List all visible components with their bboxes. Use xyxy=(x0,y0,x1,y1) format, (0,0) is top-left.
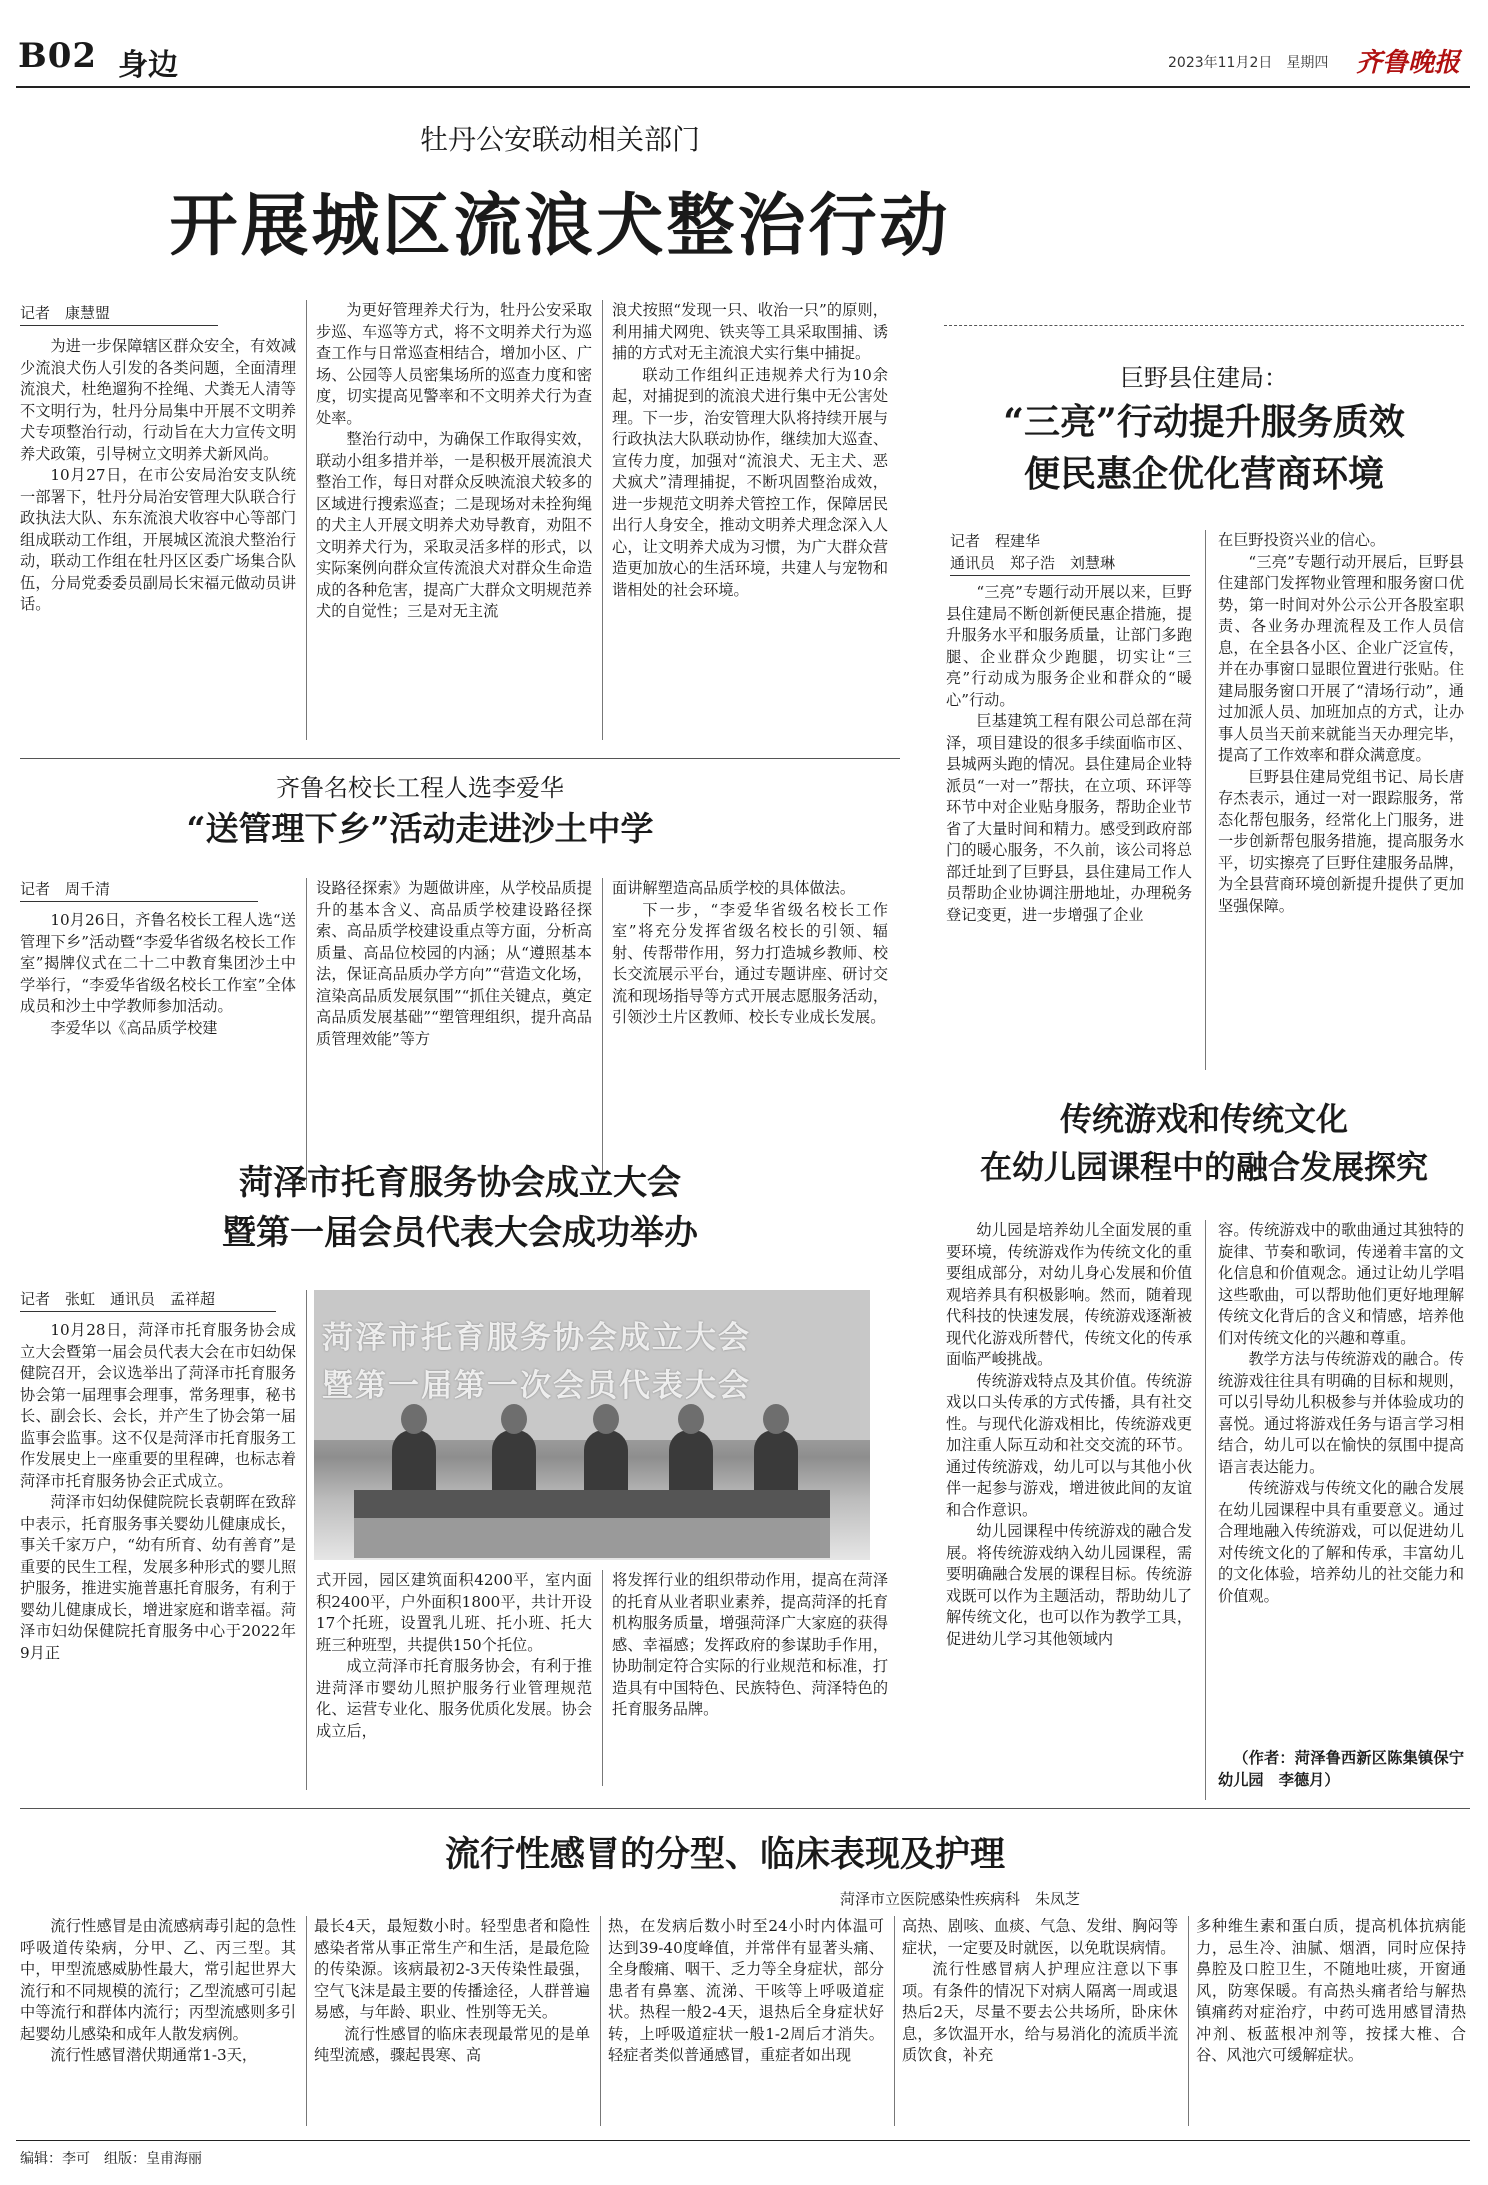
article1-title: 开展城区流浪犬整治行动 xyxy=(169,187,951,266)
column-divider xyxy=(1205,1220,1206,1800)
paragraph: 巨基建筑工程有限公司总部在菏泽，项目建设的很多手续面临市区、县城两头跑的情况。县住建局企业特派员“一对一”帮扶，在立项、环评等环节中对企业贴身服务，帮助企业节省了大量时间和精力。感受到政府部门的暖心服务，不久前，该公司将总部迁址到了巨野县，县住建局工作人员帮助企业协调注册地址，办理税务登记变更，进一步增强了企业 xyxy=(946,712,1192,924)
paragraph: 浪犬按照“发现一只、收治一只”的原则，利用捕犬网兜、铁夹等工具采取围捕、诱捕的方式对无主流浪犬实行集中捕捉。 xyxy=(612,301,888,362)
article4-col1 xyxy=(20,1320,296,1784)
paragraph: 流行性感冒的临床表现最常见的是单纯型流感，骤起畏寒、高 xyxy=(314,2024,590,2064)
photo-banner-line1: 菏泽市托育服务协会成立大会 xyxy=(322,1320,751,1356)
article5-col1 xyxy=(946,1220,1192,1800)
paragraph: 幼儿园课程中传统游戏的融合发展。将传统游戏纳入幼儿园课程，需要明确融合发展的课程目标。传统游戏既可以作为主题活动，帮助幼儿了解传统文化，也可以作为教学工具，促进幼儿学习其他领域内 xyxy=(946,1522,1192,1648)
issue-date: 2023年11月2日 星期四 xyxy=(1168,55,1329,71)
article6-col5 xyxy=(1196,1916,1466,2134)
paragraph: 为更好管理养犬行为，牡丹公安采取步巡、车巡等方式，将不文明养犬行为巡查工作与日常巡查相结合，增加小区、广场、公园等人员密集场所的巡查力度和密度，切实提高见警率和不文明养犬行为查处率。 xyxy=(316,301,592,427)
paragraph: 最长4天，最短数小时。轻型患者和隐性感染者常从事正常生产和生活，是最危险的传染源。该病最初2-3天传染性最强，空气飞沫是最主要的传播途径，人群普遍易感，与年龄、职业、性别等无关。 xyxy=(314,1917,590,2021)
photo-banner-line2: 暨第一届第一次会员代表大会 xyxy=(322,1368,751,1404)
article5-title-line1: 传统游戏和传统文化 xyxy=(1059,1100,1348,1138)
article2-byline-reporter: 记者 程建华 xyxy=(950,532,1041,550)
paragraph: 在巨野投资兴业的信心。 xyxy=(1218,531,1386,549)
article6-col2 xyxy=(314,1916,590,2134)
article5-author: （作者：菏泽鲁西新区陈集镇保宁幼儿园 李德月） xyxy=(1218,1749,1464,1789)
paragraph: 10月28日，菏泽市托育服务协会成立大会暨第一届会员代表大会在市妇幼保健院召开，会议选举出了菏泽市托育服务协会第一届理事会理事，常务理事，秘书长、副会长、会长，并产生了协会第一届监事会监事。这不仅是菏泽市托育服务工作发展史上一座重要的里程碑，也标志着菏泽市托育服务协会正式成立。 xyxy=(20,1321,296,1490)
article2-byline-correspondents: 通讯员 郑子浩 刘慧琳 xyxy=(950,552,1190,576)
footer-rule xyxy=(16,2140,1470,2141)
paragraph: 为进一步保障辖区群众安全，有效减少流浪犬伤人引发的各类问题，全面清理流浪犬，杜绝遛狗不拴绳、犬粪无人清等不文明行为，牡丹分局集中开展不文明养犬专项整治行动，行动旨在大力宣传文明养犬政策，引导树立文明养犬新风尚。 xyxy=(20,337,296,463)
article4-title-line1: 菏泽市托育服务协会成立大会 xyxy=(239,1163,681,1203)
article2-col1 xyxy=(946,582,1192,1082)
article1-col3 xyxy=(612,300,888,740)
paragraph: 流行性感冒是由流感病毒引起的急性呼吸道传染病，分甲、乙、丙三型。其中，甲型流感威胁性最大，常引起世界大流行和不同规模的流行；乙型流感可引起中等流行和群体内流行；丙型流感则多引起婴幼儿感染和成年人散发病例。 xyxy=(20,1917,296,2043)
paragraph: 流行性感冒病人护理应注意以下事项。有条件的情况下对病人隔离一周或退热后2天，尽量不要去公共场所，卧床休息，多饮温开水，给与易消化的流质半流质饮食，补充 xyxy=(902,1960,1178,2064)
column-divider xyxy=(1188,1916,1189,2126)
header-rule xyxy=(16,86,1470,88)
article3-col1 xyxy=(20,910,296,1196)
paragraph: 将发挥行业的组织带动作用，提高在菏泽的托育从业者职业素养，提高菏泽的托育机构服务质量，增强菏泽广大家庭的获得感、幸福感；发挥政府的参谋助手作用，协助制定符合实际的行业规范和标准，打造具有中国特色、民族特色、菏泽特色的托育服务品牌。 xyxy=(612,1571,888,1718)
article4-title-line2: 暨第一届会员代表大会成功举办 xyxy=(222,1213,698,1253)
paragraph: 整治行动中，为确保工作取得实效，联动小组多措并举，一是积极开展流浪犬整治工作，每日对群众反映流浪犬较多的区域进行搜索巡查；二是现场对未拴狗绳的犬主人开展文明养犬劝导教育，劝阻不文明养犬行为，采取灵活多样的形式，以实际案例向群众宣传流浪犬对群众生命造成的各种危害，提高广大群众文明规范养犬的自觉性；三是对无主流 xyxy=(316,430,592,620)
article6-col3 xyxy=(608,1916,884,2134)
paragraph: 传统游戏与传统文化的融合发展在幼儿园课程中具有重要意义。通过合理地融入传统游戏，可以促进幼儿对传统文化的了解和传承，丰富幼儿的文化体验，培养幼儿的社交能力和价值观。 xyxy=(1218,1479,1464,1605)
article6-top-rule xyxy=(20,1808,1470,1809)
article6-col1 xyxy=(20,1916,296,2134)
column-divider xyxy=(306,878,307,1188)
article3-col3 xyxy=(612,878,888,1188)
newspaper-logo: 齐鲁晚报 xyxy=(1356,48,1461,78)
section-name: 身边 xyxy=(118,48,178,83)
paragraph: 成立菏泽市托育服务协会，有利于推进菏泽市婴幼儿照护服务行业管理规范化、运营专业化、服务优质化发展。协会成立后， xyxy=(316,1657,592,1740)
paragraph: 传统游戏特点及其价值。传统游戏以口头传承的方式传播，具有社交性。与现代化游戏相比，传统游戏更加注重人际互动和社交交流的环节。通过传统游戏，幼儿可以与其他小伙伴一起参与游戏，增进彼此间的友谊和合作意识。 xyxy=(946,1371,1192,1519)
column-divider xyxy=(600,1916,601,2126)
article3-kicker: 齐鲁名校长工程人选李爱华 xyxy=(276,774,564,802)
paragraph: 10月27日，在市公安局治安支队统一部署下，牡丹分局治安管理大队联合行政执法大队、东东流浪犬收容中心等部门组成联动工作组，开展城区流浪犬整治行动，联动工作组在牡丹区区委广场集合队伍，分局党委委员副局长宋福元做动员讲话。 xyxy=(20,466,296,613)
column-divider xyxy=(894,1916,895,2126)
page-number: B02 xyxy=(18,36,98,76)
column-divider xyxy=(1205,530,1206,1070)
article1-col1 xyxy=(20,336,296,756)
paragraph: 多种维生素和蛋白质，提高机体抗病能力，忌生冷、油腻、烟酒，同时应保持鼻腔及口腔卫生，不随地吐痰，开窗通风，防寒保暖。有高热头痛者给与解热镇痛药对症治疗，中药可选用感冒清热冲剂、板蓝根冲剂等，按揉大椎、合谷、风池穴可缓解症状。 xyxy=(1196,1917,1466,2064)
column-divider xyxy=(602,1570,603,1786)
article2-kicker: 巨野县住建局： xyxy=(1120,364,1288,392)
paragraph: 流行性感冒潜伏期通常1-3天， xyxy=(50,2046,258,2064)
article1-col2 xyxy=(316,300,592,740)
paragraph: 菏泽市妇幼保健院院长袁朝晖在致辞中表示，托育服务事关婴幼儿健康成长，事关千家万户，“幼有所育、幼有善育”是重要的民生工程，发展多种形式的婴儿照护服务，推进实施普惠托育服务，有利于婴幼儿健康成长，增进家庭和谐幸福。菏泽市妇幼保健院托育服务中心于2022年9月正 xyxy=(20,1493,296,1662)
article1-byline: 记者 康慧盟 xyxy=(20,302,218,326)
paragraph: 高热、剧咳、血痰、气急、发绀、胸闷等症状，一定要及时就医，以免耽误病情。 xyxy=(902,1917,1178,1957)
article2-title-line1: “三亮”行动提升服务质效 xyxy=(1003,401,1405,443)
paragraph: 李爱华以《高品质学校建 xyxy=(50,1018,218,1037)
paragraph: “三亮”专题行动开展以来，巨野县住建局不断创新便民惠企措施，提升服务水平和服务质量，让部门多跑腿、企业群众少跑腿，切实让“三亮”行动成为服务企业和群众的“暖心”行动。 xyxy=(946,583,1192,709)
photo-tablecloth xyxy=(354,1518,830,1558)
paragraph: 容。传统游戏中的歌曲通过其独特的旋律、节奏和歌词，传递着丰富的文化信息和价值观念。通过让幼儿学唱这些歌曲，可以帮助他们更好地理解传统文化背后的含义和情感，培养他们对传统文化的兴趣和尊重。 xyxy=(1218,1221,1464,1347)
paragraph: 10月26日，齐鲁名校长工程人选“送管理下乡”活动暨“李爱华省级名校长工作室”揭牌仪式在二十二中教育集团沙土中学举行，“李爱华省级名校长工作室”全体成员和沙土中学教师参加活动。 xyxy=(20,911,296,1015)
article3-col2 xyxy=(316,878,592,1188)
paragraph: 幼儿园是培养幼儿全面发展的重要环境，传统游戏作为传统文化的重要组成部分，对幼儿身心发展和价值观培养具有积极影响。然而，随着现代科技的快速发展，传统游戏逐渐被现代化游戏所替代，传统文化的传承面临严峻挑战。 xyxy=(946,1221,1192,1368)
column-divider xyxy=(306,300,307,740)
paragraph: 联动工作组纠正违规养犬行为10余起，对捕捉到的流浪犬进行集中无公害处理。下一步，治安管理大队将持续开展与行政执法大队联动协作，继续加大巡查、宣传力度，加强对“流浪犬、无主犬、恶犬疯犬”清理捕捉，不断巩固整治成效，进一步规范文明养犬管控工作，保障居民出行人身安全，推动文明养犬理念深入人心，让文明养犬成为习惯，为广大群众营造更加放心的生活环境，共建人与宠物和谐相处的社会环境。 xyxy=(612,365,888,599)
paragraph: 面讲解塑造高品质学校的具体做法。 xyxy=(612,879,855,897)
paragraph: 教学方法与传统游戏的融合。传统游戏往往具有明确的目标和规则，可以引导幼儿积极参与并体验成功的喜悦。通过将游戏任务与语言学习相结合，幼儿可以在愉快的氛围中提高语言表达能力。 xyxy=(1218,1350,1464,1476)
article3-title: “送管理下乡”活动走进沙土中学 xyxy=(186,809,654,848)
article6-title: 流行性感冒的分型、临床表现及护理 xyxy=(444,1834,1005,1875)
article2-top-rule xyxy=(944,325,1464,326)
article4-col3 xyxy=(612,1570,888,1786)
paragraph: 式开园，园区建筑面积4200平，室内面积2400平，户外面积1800平，共计开设17个托班，设置乳儿班、托小班、托大班三种班型，共提供150个托位。 xyxy=(316,1571,592,1654)
article6-byline: 菏泽市立医院感染性疾病科 朱凤芝 xyxy=(839,1890,1080,1908)
article5-col2 xyxy=(1218,1220,1464,1740)
paragraph: 热，在发病后数小时至24小时内体温可达到39-40度峰值，并常伴有显著头痛、全身酸痛、咽干、乏力等全身症状，部分患者有鼻塞、流涕、干咳等上呼吸道症状。热程一般2-4天，退热后全身症状好转，上呼吸道症状一般1-2周后才消失。轻症者类似普通感冒，重症者如出现 xyxy=(608,1917,884,2064)
editor-credits: 编辑：李可 组版：皇甫海丽 xyxy=(20,2151,202,2167)
conference-photo xyxy=(314,1290,870,1560)
paragraph: 下一步，“李爱华省级名校长工作室”将充分发挥省级名校长的引领、辐射、传帮带作用，努力打造城乡教师、校长交流展示平台，通过专题讲座、研讨交流和现场指导等方式开展志愿服务活动，引领沙土片区教师、校长专业成长发展。 xyxy=(612,900,888,1026)
column-divider xyxy=(306,1916,307,2126)
column-divider xyxy=(602,300,603,740)
column-divider xyxy=(306,1290,307,1790)
paragraph: “三亮”专题行动开展后，巨野县住建部门发挥物业管理和服务窗口优势，第一时间对外公示公开各股室职责、各业务办理流程及工作人员信息，在全县各小区、企业广泛宣传，并在办事窗口显眼位置进行张贴。住建局服务窗口开展了“清场行动”，通过加派人员、加班加点的方式，让办事人员当天前来就能当天办理完毕，提高了工作效率和群众满意度。 xyxy=(1218,552,1464,764)
paragraph: 设路径探索》为题做讲座，从学校品质提升的基本含义、高品质学校建设路径探索、高品质学校建设重点等方面，分析高质量、高品位校园的内涵；从“遵照基本法，保证高品质办学方向”“营造文化场，渲染高品质发展氛围”“抓住关键点，奠定高品质发展基础”“塑管理组织，提升高品质管理效能”等方 xyxy=(316,879,592,1048)
article2-title-line2: 便民惠企优化营商环境 xyxy=(1023,453,1384,495)
article5-title-line2: 在幼儿园课程中的融合发展探究 xyxy=(979,1148,1428,1186)
article3-byline: 记者 周千清 xyxy=(20,878,258,902)
article4-col2 xyxy=(316,1570,592,1786)
article4-byline: 记者 张虹 通讯员 孟祥超 xyxy=(20,1288,276,1312)
article3-top-rule xyxy=(20,758,900,759)
paragraph: 巨野县住建局党组书记、局长唐存杰表示，通过一对一跟踪服务，常态化帮包服务，经常化上门服务，进一步创新帮包服务措施，提高服务水平，切实擦亮了巨野住建服务品牌，为全县营商环境创新提升提供了更加坚强保障。 xyxy=(1218,767,1464,915)
article1-kicker: 牡丹公安联动相关部门 xyxy=(419,123,700,156)
column-divider xyxy=(602,878,603,1188)
article6-col4 xyxy=(902,1916,1178,2134)
article2-col2 xyxy=(1218,530,1464,1070)
